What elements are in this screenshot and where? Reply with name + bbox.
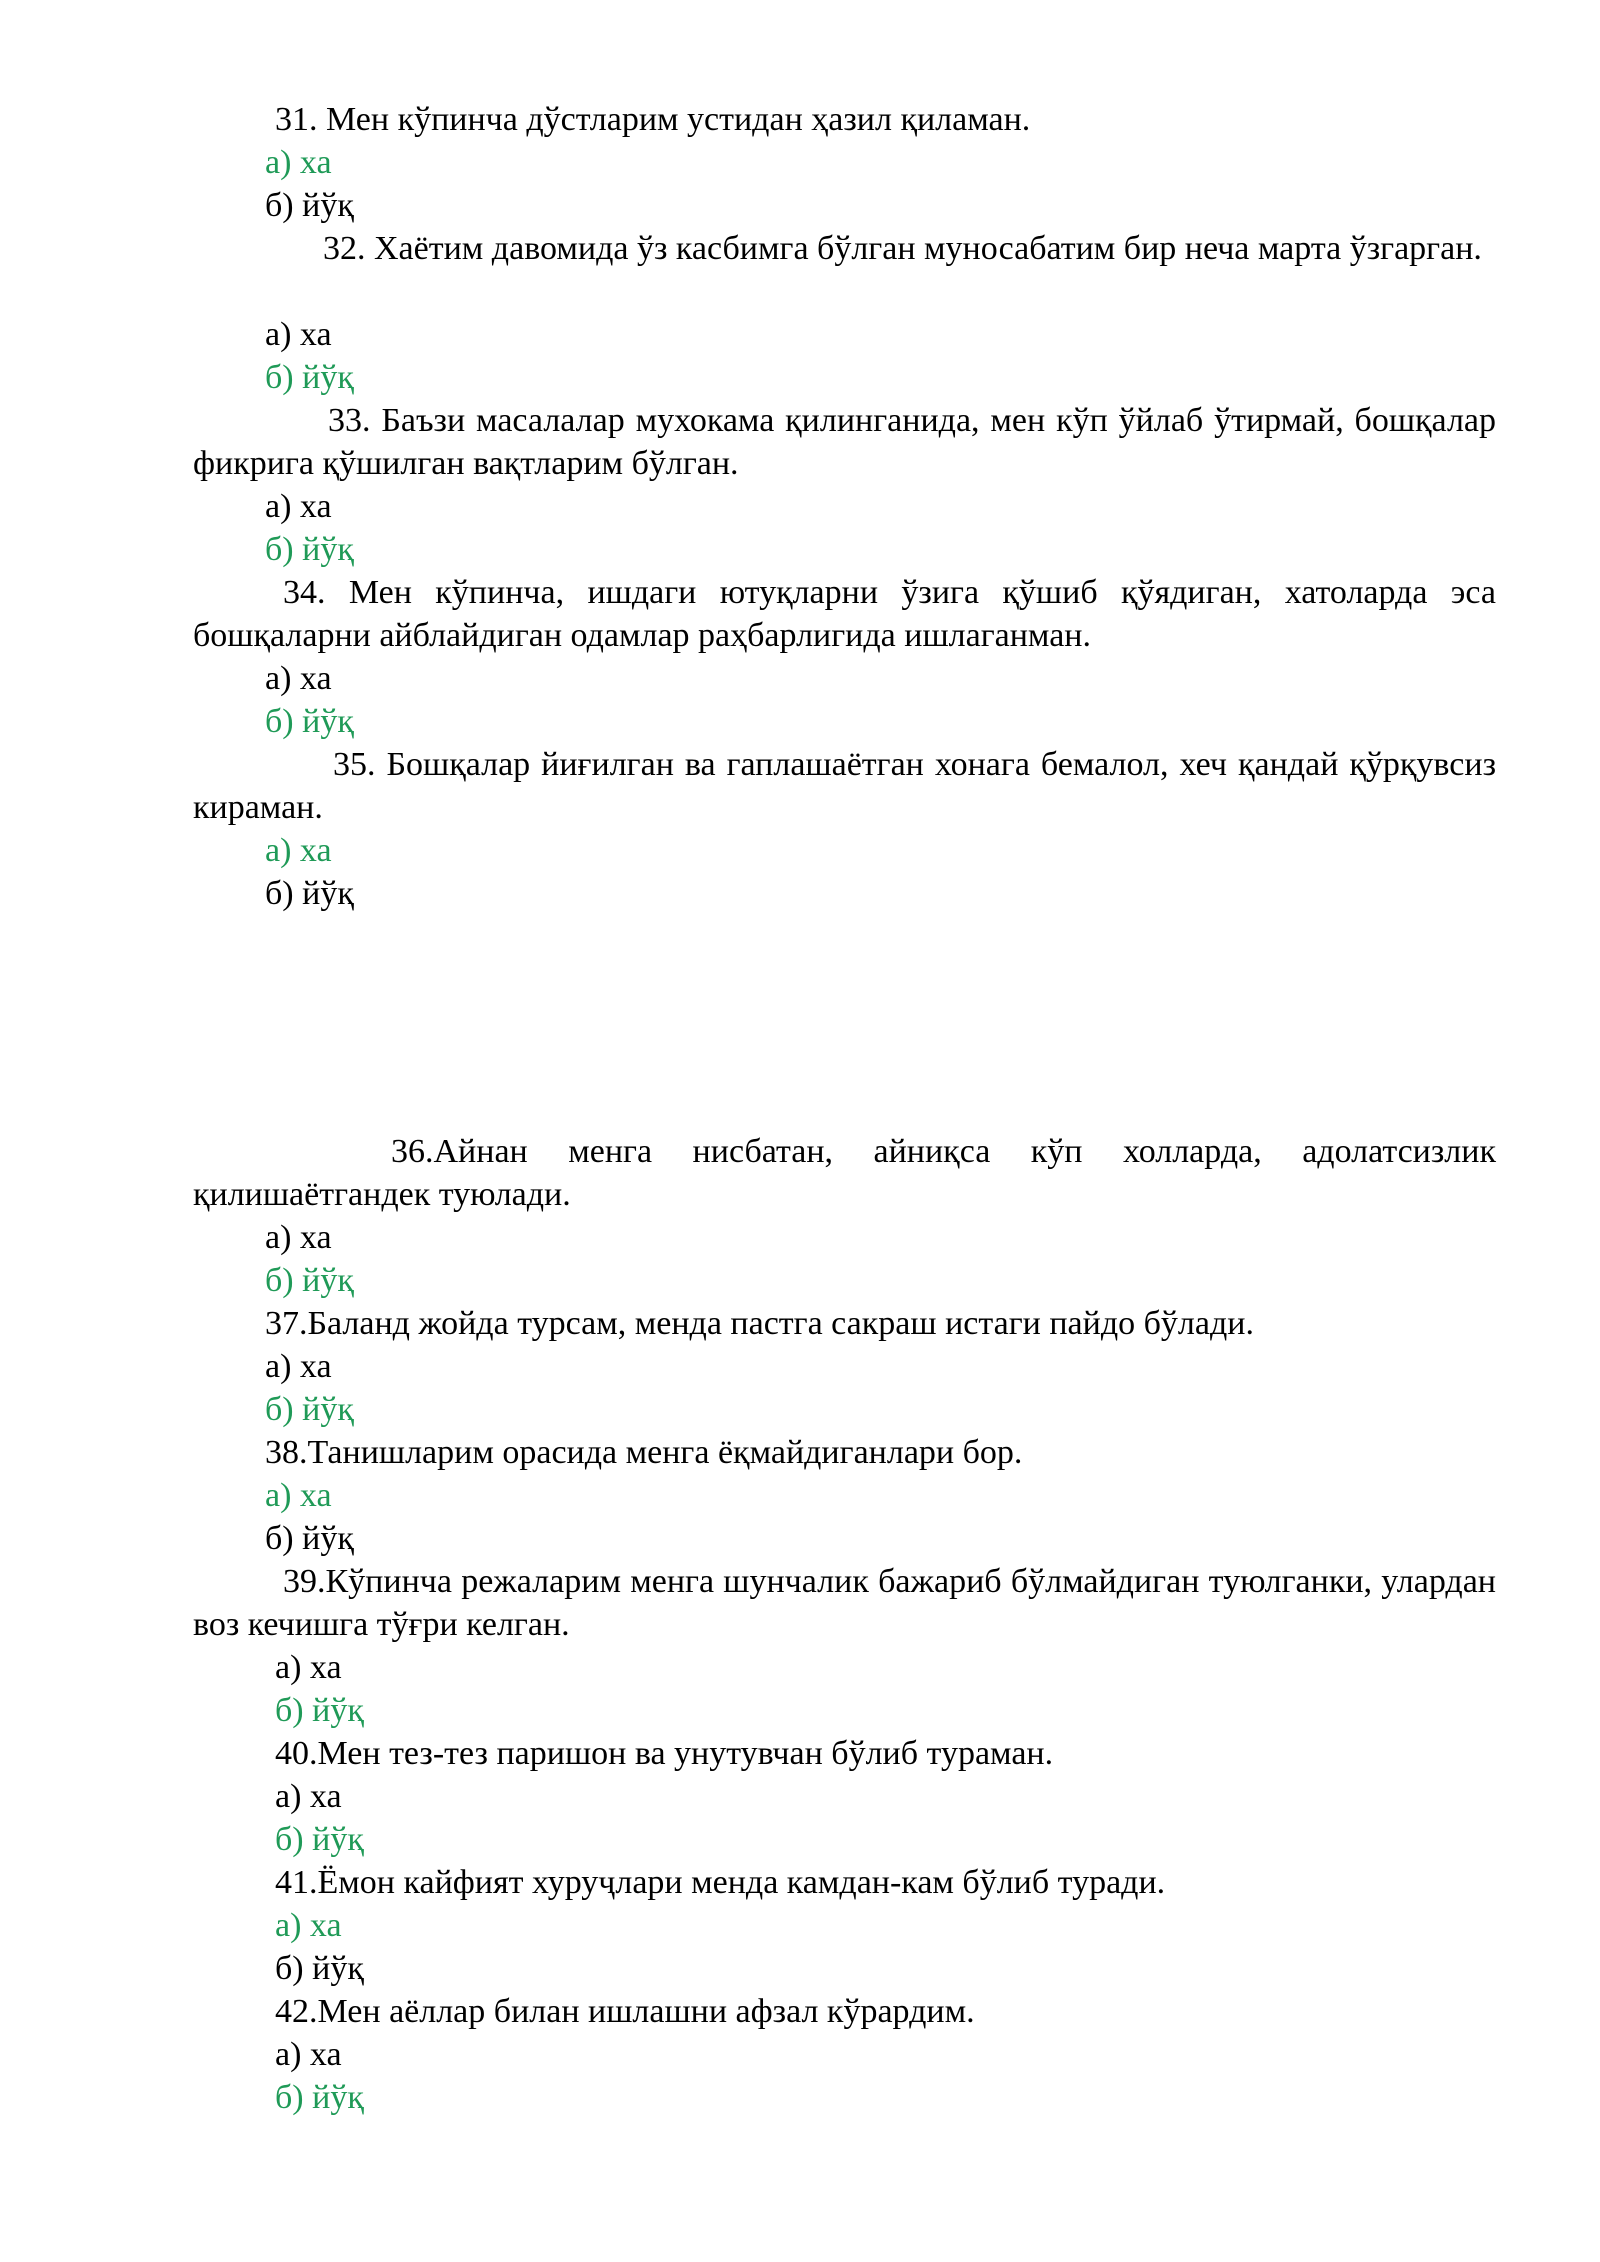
answer-40-b: б) йўқ [275,1821,364,1858]
answer-42-b: б) йўқ [275,2079,364,2116]
answer-41-b: б) йўқ [275,1950,364,1987]
question-33: 33. Баъзи масалалар мухокама қилинганида, мен кўп ўйлаб ўтирмай, бошқалар фикрига қўшилган вақтларим бўлган. [193,402,1496,482]
answer-37-a: а) ха [265,1348,332,1385]
answer-42-a: а) ха [275,2036,342,2073]
answer-39-a: а) ха [275,1649,342,1686]
answer-36-a: а) ха [265,1219,332,1256]
answer-39-b: б) йўқ [275,1692,364,1729]
question-41: 41.Ёмон кайфият хуруҷлари менда камдан-кам бўлиб туради. [275,1864,1166,1901]
answer-34-b: б) йўқ [265,703,354,740]
question-39: 39.Кўпинча режаларим менга шунчалик бажариб бўлмайдиган туюлганки, улардан воз кечишга тўғри келган. [193,1563,1496,1643]
answer-32-b: б) йўқ [265,359,354,396]
question-31: 31. Мен кўпинча дўстларим устидан ҳазил қиламан. [275,101,1031,138]
answer-34-a: а) ха [265,660,332,697]
answer-35-b: б) йўқ [265,875,354,912]
question-35: 35. Бошқалар йиғилган ва гаплашаётган хонага бемалол, хеч қандай қўрқувсиз кираман. [193,746,1496,826]
answer-40-a: а) ха [275,1778,342,1815]
answer-33-a: а) ха [265,488,332,525]
answer-31-b: б) йўқ [265,187,354,224]
answer-33-b: б) йўқ [265,531,354,568]
answer-32-a: а) ха [265,316,332,353]
question-34: 34. Мен кўпинча, ишдаги ютуқларни ўзига қўшиб қўядиган, хатоларда эса бошқаларни айблайдиган одамлар раҳбарлигида ишлаганман. [193,574,1496,654]
question-38: 38.Танишларим орасида менга ёқмайдиганлари бор. [265,1434,1023,1471]
question-40: 40.Мен тез-тез паришон ва унутувчан бўлиб тураман. [275,1735,1054,1772]
answer-36-b: б) йўқ [265,1262,354,1299]
question-37: 37.Баланд жойда турсам, менда пастга сакраш истаги пайдо бўлади. [265,1305,1254,1342]
answer-37-b: б) йўқ [265,1391,354,1428]
answer-38-b: б) йўқ [265,1520,354,1557]
question-42: 42.Мен аёллар билан ишлашни афзал кўрардим. [275,1993,975,2030]
question-36: 36.Айнан менга нисбатан, айниқса кўп холларда, адолатсизлик қилишаётгандек туюлади. [193,1133,1496,1213]
answer-35-a: а) ха [265,832,332,869]
answer-31-a: а) ха [265,144,332,181]
question-32: 32. Хаётим давомида ўз касбимга бўлган муносабатим бир неча марта ўзгарган. [323,230,1482,267]
answer-41-a: а) ха [275,1907,342,1944]
answer-38-a: а) ха [265,1477,332,1514]
